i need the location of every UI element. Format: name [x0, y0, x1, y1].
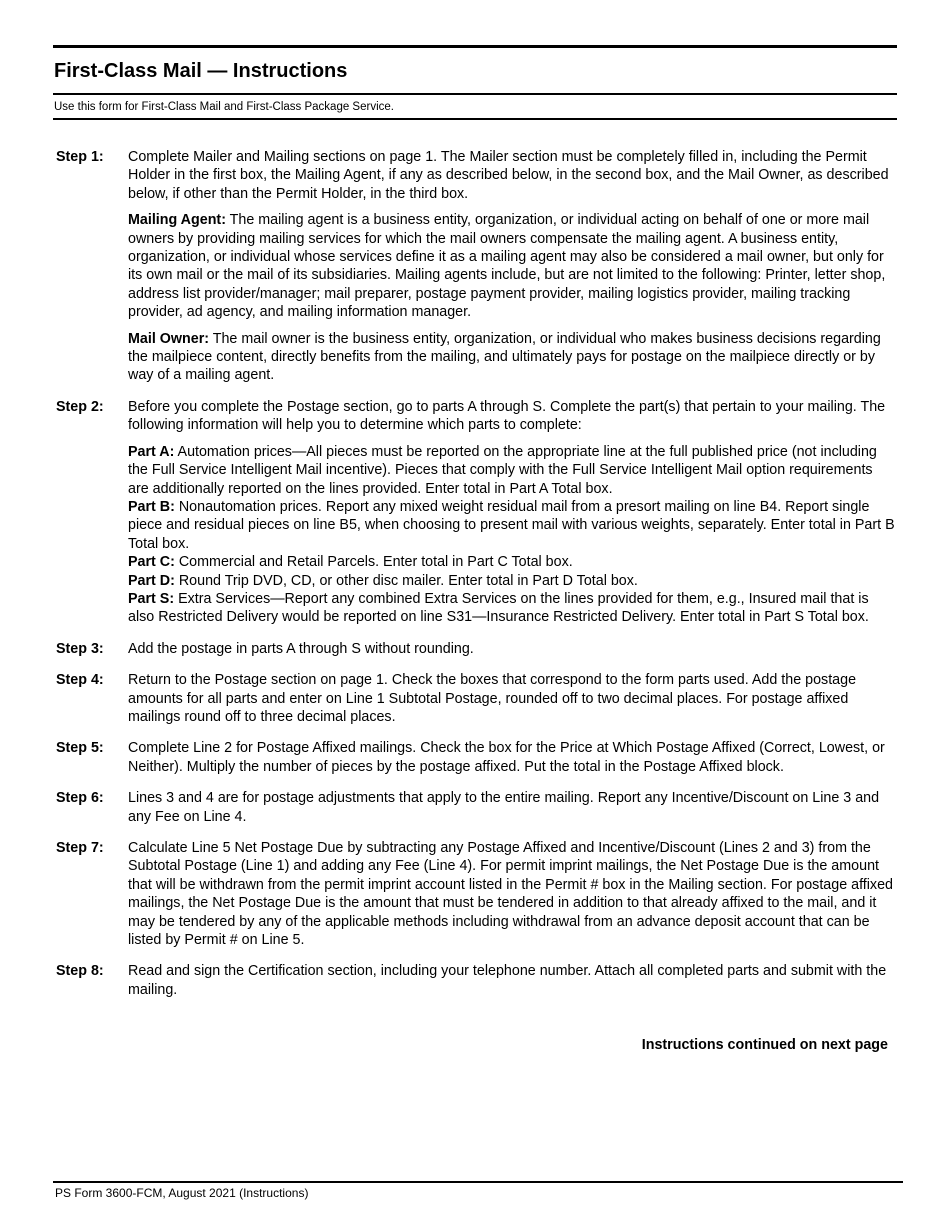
- step-7: [56, 839, 896, 949]
- step-body: [128, 398, 896, 627]
- step-body: [128, 839, 896, 949]
- part-term: Part C:: [128, 554, 175, 571]
- step-body: [128, 789, 896, 826]
- step-3: [56, 640, 896, 658]
- step-1: [56, 148, 896, 385]
- step-label: Step 2:: [56, 398, 104, 415]
- part-text: Commercial and Retail Parcels. Enter total in Part C Total box.: [174, 554, 573, 571]
- part-text: Automation prices—All pieces must be reported on the appropriate line at the full published price (not including the Full Service Intelligent Mail incentive). Pieces that comply with the Full Service Intelligent Mail option requirements are additionally reported on the lines provided. Enter total in Part A Total box.: [128, 443, 877, 497]
- part-text: Extra Services—Report any combined Extra Services on the lines provided for them, e.g., Insured mail that is also Restricted Delivery would be reported on line S31—Insurance Restricted Delivery. Enter total in Part S Total box.: [128, 590, 869, 626]
- mail-owner-term: Mail Owner:: [128, 330, 210, 347]
- step-text: Complete Line 2 for Postage Affixed mailings. Check the box for the Price at Which Postage Affixed (Correct, Lowest, or Neither). Multiply the number of pieces by the postage affixed. Put the total in the Postage Affixed block.: [128, 740, 885, 775]
- step-5: [56, 739, 896, 776]
- part-term: Part B:: [128, 498, 175, 515]
- step-label: Step 5:: [56, 740, 104, 757]
- page-title: First-Class Mail — Instructions: [54, 60, 348, 82]
- part-term: Part S:: [128, 590, 175, 607]
- mailing-agent-term: Mailing Agent:: [128, 212, 226, 229]
- step-body: [128, 739, 896, 776]
- step-body: [128, 671, 896, 726]
- part-c: [128, 553, 896, 571]
- step-6: [56, 789, 896, 826]
- part-text: Round Trip DVD, CD, or other disc mailer. Enter total in Part D Total box.: [174, 572, 638, 589]
- part-d: [128, 572, 896, 590]
- step-body: [128, 640, 896, 658]
- step-4: [56, 671, 896, 726]
- step-2: [56, 398, 896, 627]
- mailing-agent-definition: [128, 211, 896, 321]
- part-a: [128, 443, 896, 498]
- step-8: [56, 962, 896, 999]
- step-body: [128, 962, 896, 999]
- step-label: Step 6:: [56, 790, 104, 807]
- step-label: Step 4:: [56, 672, 104, 689]
- page-subtitle: Use this form for First-Class Mail and First-Class Package Service.: [54, 101, 394, 113]
- part-b: [128, 498, 896, 553]
- header-divider: [53, 93, 897, 95]
- mailing-agent-text: The mailing agent is a business entity, organization, or individual acting on behalf of one or more mail owners by providing mailing services for which the mail owners compensate the mailing agent. A business entity, organization, or individual whose services define it as a mailing agent may also be considered a mail owner, but only for its own mail or the mail of its subsidiaries. Mailing agents include, but are not limited to the following: Printer, letter shop, address list provider/manager; mail preparer, postage payment provider, mailing logistics provider, mailing tracking provider, ad agency, and mailing information manager.: [128, 212, 886, 321]
- header-top-rule: [53, 45, 897, 48]
- part-term: Part D:: [128, 572, 175, 589]
- step-text: Lines 3 and 4 are for postage adjustments that apply to the entire mailing. Report any Incentive/Discount on Line 3 and any Fee on Line 4.: [128, 790, 880, 825]
- step-label: Step 8:: [56, 963, 104, 980]
- part-term: Part A:: [128, 443, 175, 460]
- step-label: Step 1:: [56, 149, 104, 165]
- steps-list: [56, 148, 896, 1012]
- step-text: Read and sign the Certification section, including your telephone number. Attach all completed parts and submit with the mailing.: [128, 963, 887, 998]
- step-text: Add the postage in parts A through S without rounding.: [128, 640, 474, 657]
- subtitle-divider: [53, 118, 897, 120]
- part-text: Nonautomation prices. Report any mixed weight residual mail from a presort mailing on line B4. Report single piece and residual pieces on line B5, when choosing to present mail with various weights, separately. Enter total in Part B Total box.: [128, 498, 895, 552]
- parts-list: [128, 443, 896, 627]
- footer-rule: [53, 1181, 903, 1183]
- mail-owner-text: The mail owner is the business entity, organization, or individual who makes business decisions regarding the mailpiece content, directly benefits from the mailing, and ultimately pays for postage on the mailpiece directly or by way of a mailing agent.: [128, 330, 881, 384]
- step-label: Step 3:: [56, 640, 104, 657]
- mail-owner-definition: [128, 330, 896, 385]
- step-text: Return to the Postage section on page 1. Check the boxes that correspond to the form parts used. Add the postage amounts for all parts and enter on Line 1 Subtotal Postage, rounded off to two decimal places. For postage affixed mailings round off to three decimal places.: [128, 672, 857, 725]
- step-text: Calculate Line 5 Net Postage Due by subtracting any Postage Affixed and Incentive/Discount (Lines 2 and 3) from the Subtotal Postage (Line 1) and adding any Fee (Line 4). For permit imprint mailings, the Net Postage Due is the amount that will be withdrawn from the permit imprint account listed in the Permit # box in the Mailing section. For postage affixed mailings, the Net Postage Due is the amount that must be tendered in addition to that already affixed to the mail, and it may be tendered by any of the applicable methods including withdrawal from an advance deposit account that can be listed by Permit # on Line 5.: [128, 840, 893, 949]
- step-text: Complete Mailer and Mailing sections on page 1. The Mailer section must be completely filled in, including the Permit Holder in the first box, the Mailing Agent, if any as described below, in the second box, and the Mail Owner, as described below, if other than the Permit Holder, in the third box.: [128, 149, 889, 202]
- step-text: Before you complete the Postage section, go to parts A through S. Complete the part(s) that pertain to your mailing. The following information will help you to determine which parts to complete:: [128, 398, 886, 434]
- step-label: Step 7:: [56, 840, 104, 856]
- part-s: [128, 590, 896, 627]
- form-footer: PS Form 3600-FCM, August 2021 (Instructions): [55, 1186, 309, 1200]
- step-body: [128, 148, 896, 385]
- continued-note: Instructions continued on next page: [641, 1037, 888, 1053]
